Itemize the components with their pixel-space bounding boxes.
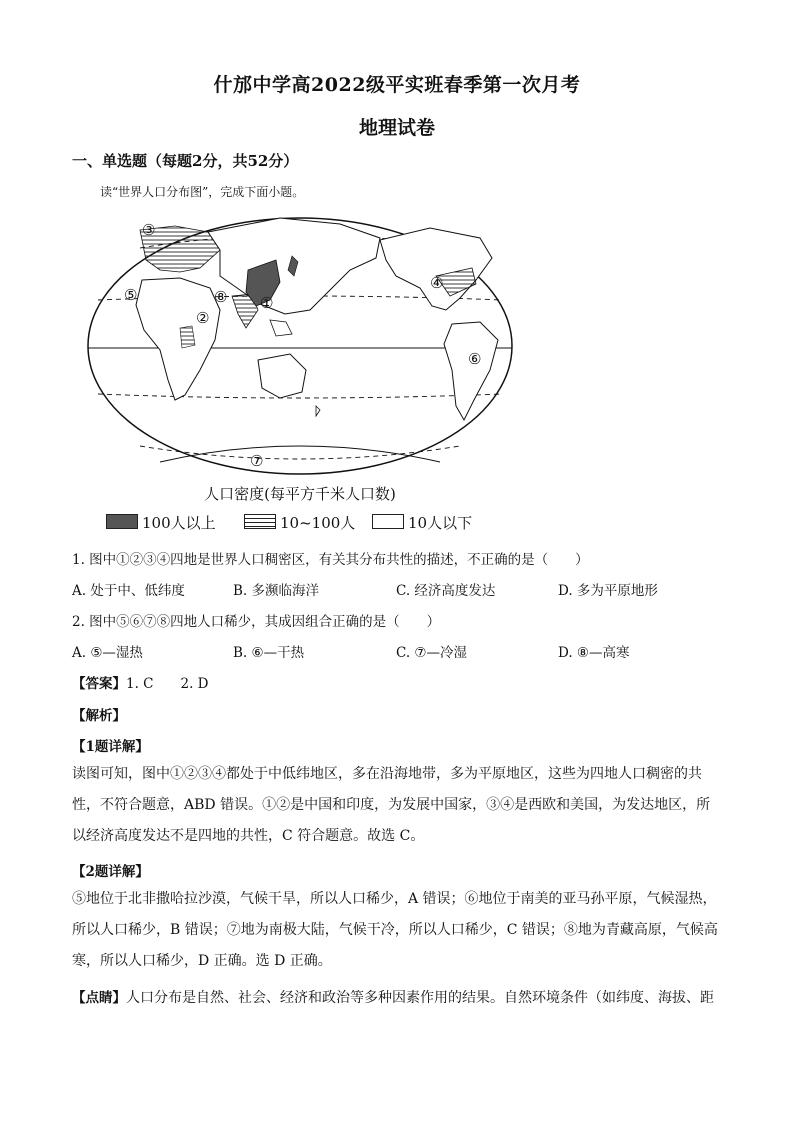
answer-text: 1. C 2. D <box>126 676 209 692</box>
legend-swatch-hatched <box>244 514 276 529</box>
map-marker-2: ② <box>196 309 210 327</box>
note-tag: 【点睛】 <box>72 990 126 1006</box>
legend-swatch-dark <box>106 514 138 529</box>
legend-title: 人口密度(每平方千米人口数) <box>204 485 396 503</box>
question-1-option-b[interactable]: B. 多濒临海洋 <box>233 583 320 599</box>
world-population-map <box>80 210 520 482</box>
map-marker-8: ⑧ <box>214 288 228 306</box>
question-2-stem: 2. 图中⑤⑥⑦⑧四地人口稀少，其成因组合正确的是（ ） <box>72 614 441 630</box>
analysis-tag: 【解析】 <box>72 708 126 724</box>
question-2-option-b[interactable]: B. ⑥—干热 <box>233 645 305 661</box>
map-marker-1: ① <box>260 294 274 312</box>
answer-tag: 【答案】 <box>72 676 126 692</box>
detail-1-line: 性，不符合题意，ABD 错误。①②是中国和印度，为发展中国家，③④是西欧和美国，为发达地区，所 <box>72 797 711 813</box>
question-1-option-a[interactable]: A. 处于中、低纬度 <box>72 583 185 599</box>
exam-subject: 地理试卷 <box>358 117 435 139</box>
detail-2-body <box>72 884 727 977</box>
section-heading: 一、单选题（每题2分，共52分） <box>72 152 299 170</box>
legend-item-dark: 100人以上 <box>106 512 216 533</box>
note-line <box>72 986 714 1007</box>
detail-1-line: 读图可知，图中①②③④都处于中低纬地区，多在沿海地带，多为平原地区，这些为四地人口稠密的共 <box>72 766 702 782</box>
map-marker-3: ③ <box>142 221 156 239</box>
detail-2-line: 寒，所以人口稀少，D 正确。选 D 正确。 <box>72 953 332 969</box>
map-marker-4: ④ <box>430 274 444 292</box>
answer-line <box>72 672 209 692</box>
detail-2-tag: 【2题详解】 <box>72 864 149 880</box>
question-1-option-c[interactable]: C. 经济高度发达 <box>396 583 496 599</box>
map-marker-5: ⑤ <box>124 286 138 304</box>
detail-2-line: ⑤地位于北非撒哈拉沙漠，气候干旱，所以人口稀少，A 错误；⑥地位于南美的亚马孙平原，气候湿热， <box>72 891 717 907</box>
detail-1-line: 以经济高度发达不是四地的共性，C 符合题意。故选 C。 <box>72 828 425 844</box>
question-1-option-d[interactable]: D. 多为平原地形 <box>558 583 658 599</box>
detail-1-tag: 【1题详解】 <box>72 739 149 755</box>
question-intro: 读“世界人口分布图”，完成下面小题。 <box>100 185 305 199</box>
legend-swatch-empty <box>372 514 404 529</box>
question-1-stem: 1. 图中①②③④四地是世界人口稠密区，有关其分布共性的描述，不正确的是（ ） <box>72 552 589 568</box>
note-text: 人口分布是自然、社会、经济和政治等多种因素作用的结果。自然环境条件（如纬度、海拔、距 <box>126 990 714 1006</box>
map-marker-7: ⑦ <box>250 452 264 470</box>
question-2-option-a[interactable]: A. ⑤—湿热 <box>72 645 143 661</box>
detail-1-body <box>72 759 727 852</box>
exam-title: 什邡中学高2022级平实班春季第一次月考 <box>213 74 581 96</box>
legend-item-hatched: 10~100人 <box>244 512 355 533</box>
legend-item-empty: 10人以下 <box>372 512 472 533</box>
question-2-option-c[interactable]: C. ⑦—冷湿 <box>396 645 468 661</box>
map-marker-6: ⑥ <box>468 350 482 368</box>
detail-2-line: 所以人口稀少，B 错误；⑦地为南极大陆，气候干冷，所以人口稀少，C 错误；⑧地为青藏高原，气候高 <box>72 922 718 938</box>
question-2-option-d[interactable]: D. ⑧—高寒 <box>558 645 630 661</box>
